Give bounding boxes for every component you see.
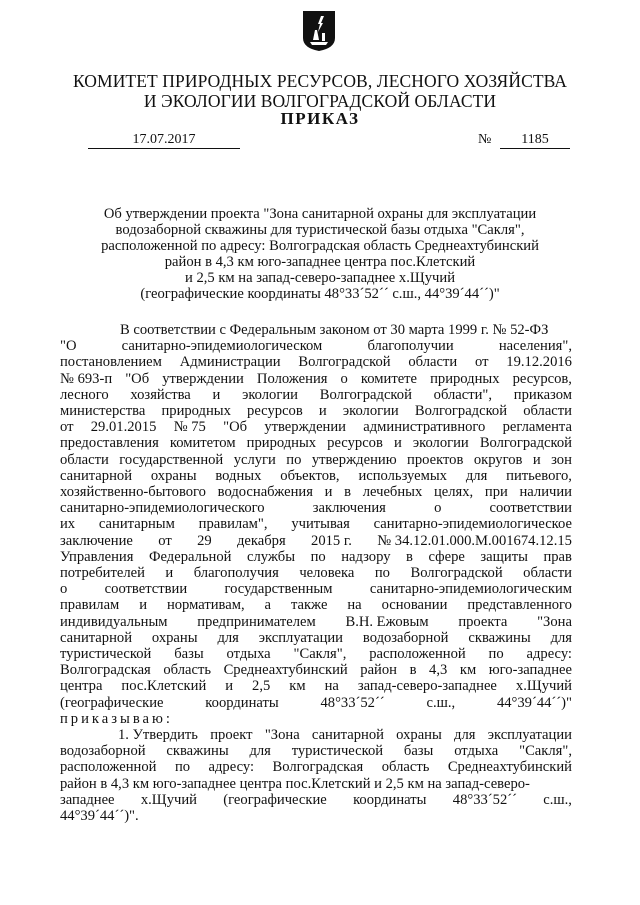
body-word: а bbox=[264, 597, 272, 614]
body-word: Волгоградской bbox=[479, 435, 572, 452]
body-word: проекта bbox=[458, 613, 508, 630]
body-word: заключение bbox=[60, 532, 133, 549]
body-word: государственной bbox=[119, 451, 224, 468]
body-word: центра bbox=[60, 678, 103, 695]
body-line bbox=[60, 727, 572, 743]
body-word: км bbox=[459, 662, 477, 679]
body-word: туристической bbox=[60, 646, 152, 663]
body-word: области bbox=[523, 565, 572, 582]
body-word: отдыха bbox=[226, 646, 271, 663]
body-word: экологии bbox=[412, 435, 469, 452]
body-word: целях, bbox=[433, 484, 474, 501]
body-line bbox=[60, 371, 572, 387]
body-word: № 75 bbox=[173, 419, 206, 436]
body-word: 48°33´52´´ bbox=[452, 791, 517, 808]
body-word: службы bbox=[247, 548, 296, 565]
subject-line: расположенной по адресу: Волгоградская область Среднеахтубинский bbox=[101, 238, 539, 254]
body-line bbox=[60, 354, 572, 370]
body-line bbox=[60, 338, 572, 354]
volgograd-emblem-icon bbox=[302, 10, 336, 52]
body-word: Волгоградская bbox=[272, 759, 364, 776]
order-body bbox=[60, 322, 572, 824]
body-word: административного bbox=[363, 419, 486, 436]
body-line bbox=[60, 435, 572, 451]
body-word: государственным bbox=[224, 581, 333, 598]
body-word: Волгоградской bbox=[298, 354, 391, 371]
body-word: Администрации bbox=[179, 354, 281, 371]
body-word: и bbox=[318, 403, 327, 420]
body-word: благополучии bbox=[367, 338, 454, 355]
body-word: экологии bbox=[242, 386, 298, 403]
body-word: км bbox=[289, 678, 306, 695]
body-line bbox=[60, 776, 572, 792]
body-word: 44°39´44´´)" bbox=[496, 694, 572, 711]
body-word: наличии bbox=[519, 484, 572, 501]
body-word: по bbox=[174, 759, 191, 776]
body-word: природных bbox=[246, 435, 317, 452]
body-word: и bbox=[532, 451, 541, 468]
body-word: В соответствии с Федеральным законом от 30 марта 1999 г. № 52-ФЗ bbox=[120, 322, 549, 338]
body-word: координаты bbox=[353, 791, 427, 808]
org-name-line2: И ЭКОЛОГИИ ВОЛГОГРАДСКОЙ ОБЛАСТИ bbox=[143, 91, 497, 111]
body-word: используемых bbox=[358, 467, 447, 484]
body-line bbox=[60, 500, 572, 516]
body-word: санитарно-эпидемиологическом bbox=[121, 338, 323, 355]
body-word: лесного bbox=[60, 386, 109, 403]
document-type: ПРИКАЗ bbox=[280, 109, 360, 128]
body-line bbox=[60, 419, 572, 435]
body-word: "Сакля", bbox=[293, 646, 347, 663]
body-line bbox=[60, 630, 572, 646]
body-word: от bbox=[474, 354, 489, 371]
body-word: лечебных bbox=[362, 484, 423, 501]
body-word: санитарной bbox=[60, 629, 132, 646]
body-word: санитарно-эпидемиологическое bbox=[373, 516, 572, 533]
body-line bbox=[60, 533, 572, 549]
body-word: хозяйства bbox=[130, 386, 191, 403]
body-word: услуги bbox=[233, 451, 276, 468]
order-number-sign: № bbox=[478, 132, 492, 147]
body-word: Среднеахтубинский bbox=[447, 759, 572, 776]
body-word: в bbox=[409, 662, 417, 679]
body-word: для bbox=[217, 629, 239, 646]
body-word: и bbox=[139, 597, 148, 614]
body-word: объектов, bbox=[280, 467, 340, 484]
body-word: отдыха bbox=[454, 743, 499, 760]
body-word: декабря bbox=[237, 532, 286, 549]
body-word: населения", bbox=[498, 338, 572, 355]
body-word: эксплуатации bbox=[258, 629, 343, 646]
body-word: представленного bbox=[467, 597, 572, 614]
body-word: питьевого, bbox=[506, 467, 572, 484]
body-word: с.ш., bbox=[426, 694, 456, 711]
body-word: Федеральной bbox=[148, 548, 232, 565]
body-word: благополучия bbox=[193, 565, 279, 582]
body-word: по bbox=[374, 565, 390, 582]
body-word: Волгоградской bbox=[410, 565, 503, 582]
body-word: предоставления bbox=[60, 435, 159, 452]
body-word: зон bbox=[551, 451, 572, 468]
body-word: и bbox=[225, 678, 234, 695]
body-word: приказываю: bbox=[60, 710, 173, 727]
body-word: (географические bbox=[60, 694, 164, 711]
body-word: западнее bbox=[60, 791, 115, 808]
body-word: природных bbox=[161, 403, 231, 420]
body-word: 48°33´52´´ bbox=[320, 694, 385, 711]
body-word: юго-западнее bbox=[488, 662, 572, 679]
body-word: соответствии bbox=[104, 581, 188, 598]
body-word: скважины bbox=[166, 743, 229, 760]
body-word: заключения bbox=[312, 500, 386, 517]
body-word: основании bbox=[381, 597, 448, 614]
body-word: санитарным bbox=[98, 516, 175, 533]
body-word: х.Щучий bbox=[515, 678, 572, 695]
order-date: 17.07.2017 bbox=[88, 132, 240, 149]
body-line bbox=[60, 792, 572, 808]
body-word: от bbox=[158, 532, 172, 549]
body-line bbox=[60, 646, 572, 662]
body-word: правилам", bbox=[198, 516, 268, 533]
body-word: соответствии bbox=[489, 500, 572, 517]
body-word: и bbox=[165, 565, 174, 582]
body-word: № 34.12.01.000.М.001674.12.15 bbox=[377, 532, 572, 549]
body-word: ресурсов, bbox=[512, 370, 572, 387]
body-word: их bbox=[60, 516, 76, 533]
body-word: охраны bbox=[151, 629, 198, 646]
body-word: и bbox=[393, 435, 402, 452]
body-word: природных bbox=[430, 370, 500, 387]
body-word: утверждении bbox=[162, 370, 244, 387]
body-word: Волгоградской bbox=[319, 386, 412, 403]
body-word: также bbox=[290, 597, 328, 614]
body-word: экологии bbox=[342, 403, 399, 420]
body-word: утверждению bbox=[311, 451, 397, 468]
subject-line: Об утверждении проекта "Зона санитарной охраны для эксплуатации bbox=[103, 206, 537, 222]
body-word: министерства bbox=[60, 403, 146, 420]
subject-line: водозаборной скважины для туристической базы отдыха "Сакля", bbox=[115, 222, 525, 238]
body-word: В.Н. Ежовым bbox=[345, 613, 429, 630]
body-word: базы bbox=[403, 743, 434, 760]
body-word: эксплуатации bbox=[487, 727, 572, 744]
body-word: области", bbox=[433, 386, 493, 403]
body-word: для bbox=[550, 629, 572, 646]
body-word: по bbox=[310, 548, 326, 565]
body-line bbox=[60, 614, 572, 630]
body-word: 2,5 bbox=[252, 678, 271, 695]
body-word: санитарной bbox=[311, 727, 384, 744]
body-word: в bbox=[344, 484, 352, 501]
body-word: области bbox=[523, 403, 572, 420]
body-word: 4,3 bbox=[429, 662, 448, 679]
body-word: х.Щучий bbox=[140, 791, 197, 808]
body-word: охраны bbox=[396, 727, 442, 744]
body-word: 1. Утвердить bbox=[118, 727, 198, 744]
body-word: 2015 г. bbox=[311, 532, 352, 549]
body-word: расположенной bbox=[60, 759, 157, 776]
body-word: "Зона bbox=[537, 613, 572, 630]
body-word: область bbox=[381, 759, 430, 776]
body-word: "Сакля", bbox=[519, 743, 572, 760]
body-word: о bbox=[60, 581, 68, 598]
body-word: (географические bbox=[223, 791, 327, 808]
body-word: утверждении bbox=[264, 419, 346, 436]
body-word: ресурсов bbox=[327, 435, 383, 452]
body-word: регламента bbox=[502, 419, 572, 436]
body-word: водозаборной bbox=[362, 629, 449, 646]
body-line bbox=[60, 565, 572, 581]
order-subject bbox=[72, 206, 568, 302]
body-word: сфере bbox=[428, 548, 465, 565]
order-number: 1185 bbox=[500, 132, 570, 149]
body-word: проект bbox=[210, 727, 253, 744]
subject-line: (географические координаты 48°33´52´´ с.ш., 44°39´44´´)" bbox=[140, 286, 500, 302]
body-line bbox=[60, 678, 572, 694]
body-word: проектов bbox=[407, 451, 464, 468]
body-line bbox=[60, 662, 572, 678]
body-word: учитывая bbox=[291, 516, 350, 533]
body-word: санитарно-эпидемиологического bbox=[60, 500, 265, 517]
body-line bbox=[60, 468, 572, 484]
body-word: в bbox=[406, 548, 413, 565]
body-word: для bbox=[465, 467, 488, 484]
body-word: 44°39´44´´)". bbox=[60, 808, 139, 825]
body-word: адресу: bbox=[208, 759, 255, 776]
org-name-line1: КОМИТЕТ ПРИРОДНЫХ РЕСУРСОВ, ЛЕСНОГО ХОЗЯЙСТВА bbox=[72, 71, 568, 91]
body-line bbox=[60, 581, 572, 597]
body-word: при bbox=[484, 484, 508, 501]
body-word: санитарно-эпидемиологическим bbox=[369, 581, 572, 598]
body-word: санитарной bbox=[60, 467, 132, 484]
body-word: координаты bbox=[205, 694, 279, 711]
body-word: расположенной bbox=[369, 646, 466, 663]
body-word: водозаборной bbox=[60, 743, 146, 760]
body-line bbox=[60, 322, 572, 338]
body-line bbox=[60, 808, 572, 824]
body-word: район bbox=[360, 662, 397, 679]
body-word: комитетом bbox=[169, 435, 236, 452]
body-word: запад-северо-западнее bbox=[357, 678, 497, 695]
body-word: с.ш., bbox=[543, 791, 572, 808]
body-line bbox=[60, 743, 572, 759]
body-word: "Зона bbox=[264, 727, 300, 744]
body-word: туристической bbox=[291, 743, 384, 760]
body-word: правилам bbox=[60, 597, 120, 614]
body-line bbox=[60, 711, 572, 727]
body-word: постановлением bbox=[60, 354, 162, 371]
body-word: нормативам, bbox=[166, 597, 245, 614]
body-word: ресурсов bbox=[247, 403, 303, 420]
body-word: по bbox=[286, 451, 302, 468]
body-line bbox=[60, 759, 572, 775]
body-word: "Об bbox=[125, 370, 150, 387]
body-word: приказом bbox=[513, 386, 572, 403]
body-word: "О bbox=[60, 338, 77, 355]
body-word: пос.Клетский bbox=[121, 678, 207, 695]
body-word: скважины bbox=[468, 629, 531, 646]
body-line bbox=[60, 695, 572, 711]
body-line bbox=[60, 516, 572, 532]
body-word: Управления bbox=[60, 548, 134, 565]
body-word: адресу: bbox=[526, 646, 572, 663]
body-word: Положения bbox=[256, 370, 328, 387]
body-word: водоснабжения bbox=[217, 484, 313, 501]
body-word: о bbox=[340, 370, 348, 387]
body-word: район в 4,3 км юго-западнее центра пос.Клетский и 2,5 км на запад-северо- bbox=[60, 775, 530, 792]
body-word: прав bbox=[543, 548, 572, 565]
body-word: комитете bbox=[360, 370, 418, 387]
body-word: базы bbox=[174, 646, 204, 663]
body-word: потребителей bbox=[60, 565, 145, 582]
subject-line: район в 4,3 км юго-западнее центра пос.Клетский bbox=[164, 254, 476, 270]
body-word: защиты bbox=[480, 548, 528, 565]
body-word: о bbox=[434, 500, 442, 517]
body-word: индивидуальным bbox=[60, 613, 168, 630]
body-word: водных bbox=[215, 467, 262, 484]
body-word: 19.12.2016 bbox=[506, 354, 572, 371]
body-word: надзору bbox=[341, 548, 391, 565]
body-word: охраны bbox=[150, 467, 197, 484]
body-word: 29.01.2015 bbox=[90, 419, 157, 436]
body-word: человека bbox=[299, 565, 355, 582]
subject-line: и 2,5 км на запад-северо-западнее х.Щучий bbox=[184, 270, 456, 286]
body-word: от bbox=[60, 419, 74, 436]
body-line bbox=[60, 403, 572, 419]
body-word: Волгоградская bbox=[60, 662, 151, 679]
body-word: для bbox=[454, 727, 476, 744]
body-word: округов bbox=[473, 451, 523, 468]
body-word: на bbox=[324, 678, 339, 695]
body-line bbox=[60, 484, 572, 500]
body-line bbox=[60, 549, 572, 565]
body-word: "Об bbox=[223, 419, 248, 436]
body-word: область bbox=[163, 662, 211, 679]
body-word: № 693-п bbox=[60, 370, 113, 387]
body-line bbox=[60, 387, 572, 403]
body-word: Среднеахтубинский bbox=[223, 662, 348, 679]
body-word: по bbox=[488, 646, 504, 663]
body-word: области bbox=[408, 354, 458, 371]
body-word: 29 bbox=[197, 532, 212, 549]
body-word: предпринимателем bbox=[197, 613, 316, 630]
body-line bbox=[60, 597, 572, 613]
body-word: Волгоградской bbox=[414, 403, 508, 420]
body-word: на bbox=[347, 597, 362, 614]
body-word: хозяйственно-бытового bbox=[60, 484, 206, 501]
body-line bbox=[60, 452, 572, 468]
body-word: и bbox=[212, 386, 221, 403]
body-word: для bbox=[249, 743, 271, 760]
body-word: и bbox=[324, 484, 333, 501]
body-word: области bbox=[60, 451, 109, 468]
